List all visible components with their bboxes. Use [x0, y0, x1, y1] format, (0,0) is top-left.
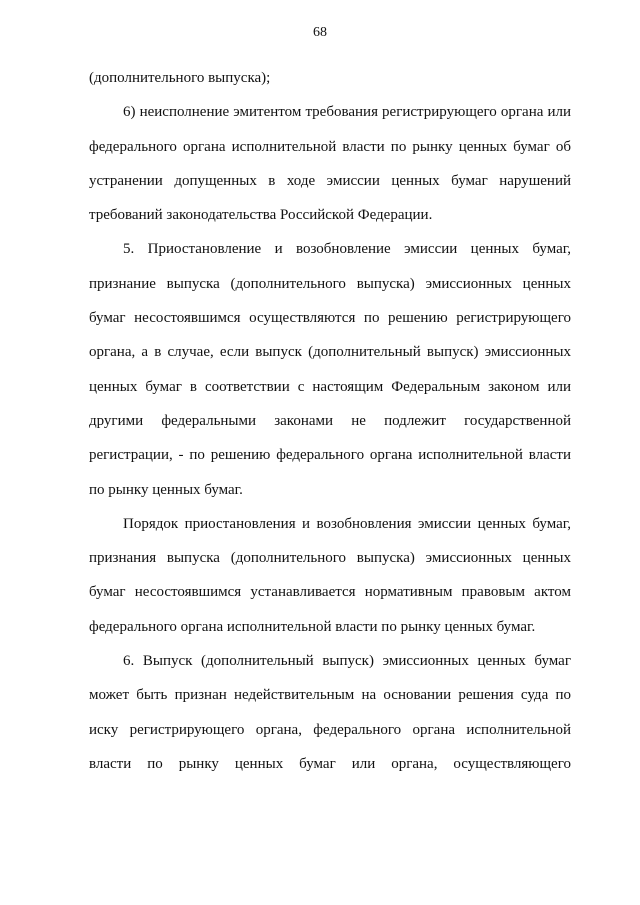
- paragraph-clause-5: 5. Приостановление и возобновление эмиссии ценных бумаг, признание выпуска (дополнительного выпуска) эмиссионных ценных бумаг несостоявшимся осуществляются по решению регистрирующего органа, а в случае, если выпуск (дополнительный выпуск) эмиссионных ценных бумаг в соответствии с настоящим Федеральным законом или другими федеральными законами не подлежит государственной регистрации, - по решению федерального органа исполнительной власти по рынку ценных бумаг.: [89, 241, 571, 498]
- page-number: 68: [313, 25, 327, 40]
- paragraph-clause-6: 6. Выпуск (дополнительный выпуск) эмиссионных ценных бумаг может быть признан недействительным на основании решения суда по иску регистрирующего органа, федерального органа исполнительной власти по рынку ценных бумаг или органа, осуществляющего: [89, 653, 571, 772]
- paragraph-item-6-noncompliance: 6) неисполнение эмитентом требования регистрирующего органа или федерального органа исполнительной власти по рынку ценных бумаг об устранении допущенных в ходе эмиссии ценных бумаг нарушений требований законодательства Российской Федерации.: [89, 104, 571, 224]
- document-body: [89, 61, 571, 781]
- paragraph-procedure: Порядок приостановления и возобновления эмиссии ценных бумаг, признания выпуска (дополнительного выпуска) эмиссионных ценных бумаг несостоявшимся устанавливается нормативным правовым актом федерального органа исполнительной власти по рынку ценных бумаг.: [89, 515, 571, 635]
- paragraph-continuation: (дополнительного выпуска);: [89, 70, 271, 86]
